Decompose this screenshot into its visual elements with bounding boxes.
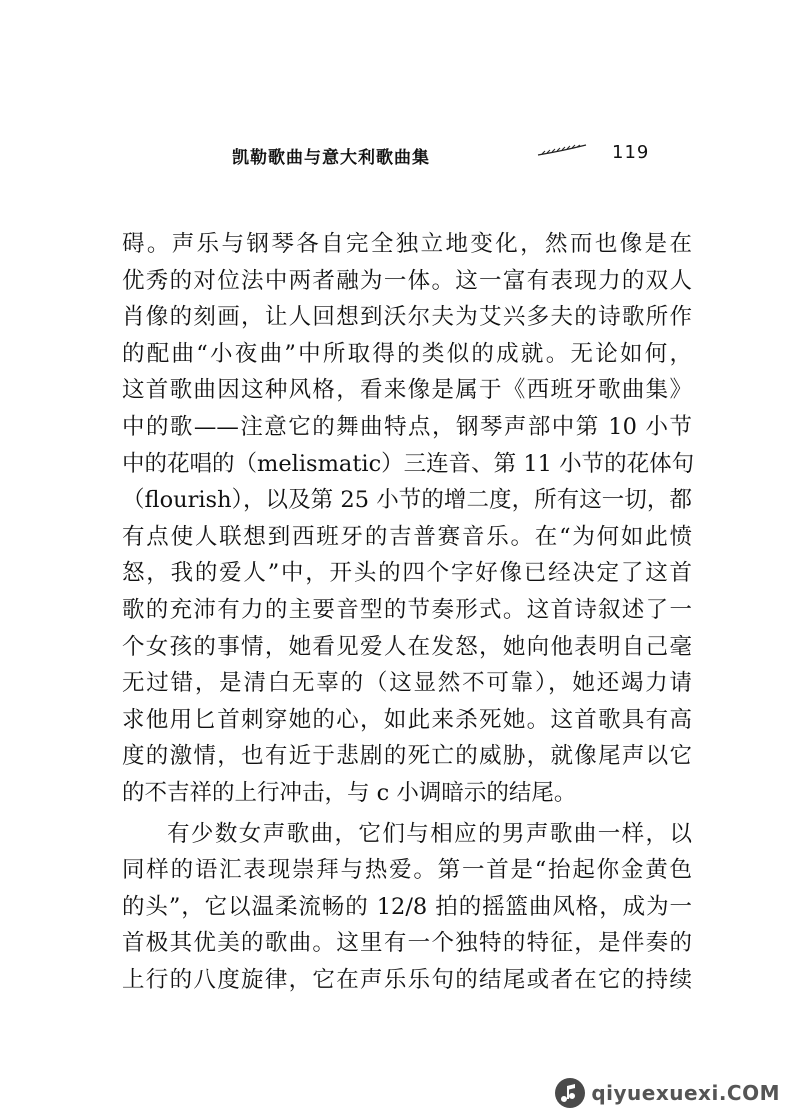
- text-line: 肖像的刻画，让人回想到沃尔夫为艾兴多夫的诗歌所作: [122, 304, 692, 331]
- page-number: 119: [612, 142, 650, 163]
- text-line: 有少数女声歌曲，它们与相应的男声歌曲一样，以: [167, 820, 692, 847]
- watermark-text: qiyuexuexi.COM: [591, 1081, 780, 1105]
- text-line: 碍。声乐与钢琴各自完全独立地变化，然而也像是在: [122, 231, 692, 257]
- page-header: [0, 140, 794, 170]
- text-line: 优秀的对位法中两者融为一体。这一富有表现力的双人: [122, 267, 692, 294]
- body-text: [122, 226, 695, 998]
- text-line: 这首歌曲因这种风格，看来像是属于《西班牙歌曲集》: [122, 377, 692, 404]
- feather-flourish-icon: [536, 143, 588, 157]
- text-line: 同样的语汇表现崇拜与热爱。第一首是“抬起你金黄色: [122, 857, 692, 884]
- text-line: 上行的八度旋律，它在声乐乐句的结尾或者在它的持续: [122, 966, 692, 993]
- text-line: 无过错，是清白无辜的（这显然不可靠），她还竭力请: [122, 670, 692, 697]
- paragraph-2: [122, 816, 692, 999]
- text-line: 有点使人联想到西班牙的吉普赛音乐。在“为何如此愤: [122, 523, 692, 550]
- watermark: [555, 1078, 780, 1108]
- text-line: 首极其优美的歌曲。这里有一个独特的特征，是伴奏的: [122, 930, 692, 957]
- text-line: 怒，我的爱人”中，开头的四个字好像已经决定了这首: [122, 560, 692, 587]
- text-line: 中的歌——注意它的舞曲特点，钢琴声部中第 10 小节: [122, 413, 692, 440]
- text-line: 度的激情，也有近于悲剧的死亡的威胁，就像尾声以它: [122, 743, 692, 770]
- text-line: 求他用匕首刺穿她的心，如此来杀死她。这首歌具有高: [122, 706, 692, 733]
- paragraph-1: [122, 226, 695, 812]
- text-line: 的配曲“小夜曲”中所取得的类似的成就。无论如何，: [122, 340, 692, 367]
- text-line: 个女孩的事情，她看见爱人在发怒，她向他表明自己毫: [122, 633, 692, 660]
- text-line: 的头”，它以温柔流畅的 12/8 拍的摇篮曲风格，成为一: [122, 893, 692, 920]
- text-line: （flourish），以及第 25 小节的增二度，所有这一切，都: [122, 487, 692, 514]
- running-title: 凯勒歌曲与意大利歌曲集: [232, 148, 430, 168]
- music-note-logo-icon: [555, 1078, 585, 1108]
- text-line: 歌的充沛有力的主要音型的节奏形式。这首诗叙述了一: [122, 596, 692, 623]
- text-line: 的不吉祥的上行冲击，与 c 小调暗示的结尾。: [122, 779, 577, 806]
- text-line: 中的花唱的（melismatic）三连音、第 11 小节的花体句: [122, 450, 695, 477]
